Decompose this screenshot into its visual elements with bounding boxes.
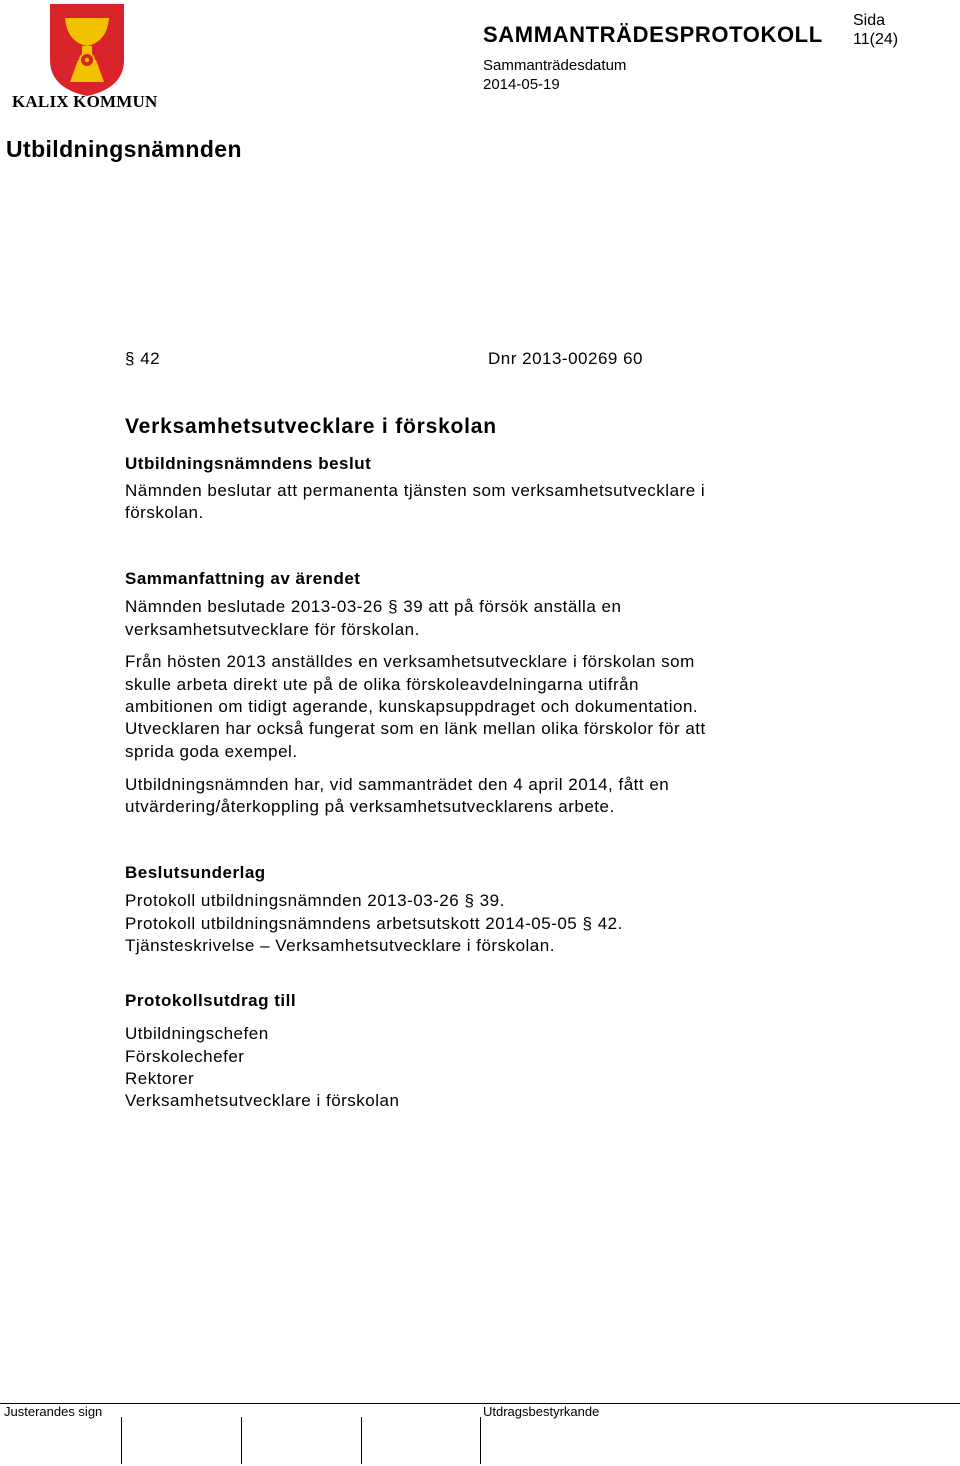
basis-text: Protokoll utbildningsnämndens arbetsutskott 2014-05-05 [125, 914, 578, 933]
section-sign-icon: § [582, 914, 593, 933]
distribution-item: Förskolechefer [125, 1047, 245, 1066]
distribution-item: Verksamhetsutvecklare i förskolan [125, 1091, 400, 1110]
basis-item [125, 913, 623, 936]
summary-line: sprida goda exempel. [125, 742, 298, 761]
logo-text: KALIX KOMMUN [12, 92, 158, 111]
distribution-heading: Protokollsutdrag till [125, 991, 297, 1010]
document-title: SAMMANTRÄDESPROTOKOLL [483, 22, 823, 47]
signature-box-divider [121, 1417, 122, 1464]
summary-line: verksamhetsutvecklare för förskolan. [125, 620, 420, 639]
paragraph-number [125, 348, 160, 371]
page-number: 11(24) [853, 31, 899, 48]
basis-item: Tjänsteskrivelse – Verksamhetsutvecklare i förskolan. [125, 936, 555, 955]
footer-divider [0, 1403, 960, 1404]
basis-text: 42. [597, 914, 623, 933]
summary-line: Från hösten 2013 anställdes en verksamhetsutvecklare i förskolan som [125, 652, 695, 671]
distribution-item: Rektorer [125, 1069, 195, 1088]
basis-text: Protokoll utbildningsnämnden 2013-03-26 [125, 891, 460, 910]
item-title: Verksamhetsutvecklare i förskolan [125, 415, 497, 438]
decision-line: Nämnden beslutar att permanenta tjänsten som verksamhetsutvecklare i [125, 481, 706, 500]
section-sign-icon: § [388, 597, 399, 616]
summary-line: utvärdering/återkoppling på verksamhetsutvecklarens arbete. [125, 797, 615, 816]
organization-name: Utbildningsnämnden [6, 136, 242, 162]
signature-box-divider [480, 1417, 481, 1464]
summary-line: Utbildningsnämnden har, vid sammanträdet den 4 april 2014, fått en [125, 775, 670, 794]
summary-heading: Sammanfattning av ärendet [125, 569, 361, 588]
distribution-item: Utbildningschefen [125, 1024, 269, 1043]
paragraph-number-value: 42 [140, 349, 161, 368]
signature-box-divider [361, 1417, 362, 1464]
section-sign-icon: § [125, 349, 135, 368]
decision-line: förskolan. [125, 503, 204, 522]
justerandes-sign-label: Justerandes sign [4, 1404, 103, 1419]
summary-line: Utvecklaren har också fungerat som en länk mellan olika förskolor för att [125, 719, 706, 738]
basis-heading: Beslutsunderlag [125, 863, 266, 882]
section-sign-icon: § [464, 891, 475, 910]
signature-box-divider [241, 1417, 242, 1464]
utdragsbestyrkande-label: Utdragsbestyrkande [483, 1404, 600, 1419]
meeting-date-label: Sammanträdesdatum [483, 57, 627, 74]
summary-line [125, 596, 621, 619]
summary-text: Nämnden beslutade 2013-03-26 [125, 597, 383, 616]
case-number: Dnr 2013-00269 60 [488, 349, 644, 368]
meeting-date: 2014-05-19 [483, 76, 560, 93]
basis-item [125, 890, 505, 913]
decision-heading: Utbildningsnämndens beslut [125, 454, 372, 473]
summary-line: skulle arbeta direkt ute på de olika förskoleavdelningarna utifrån [125, 675, 640, 694]
basis-text: 39. [479, 891, 505, 910]
summary-text: 39 att på försök anställa en [403, 597, 622, 616]
page-label: Sida [853, 12, 886, 29]
summary-line: ambitionen om tidigt agerande, kunskapsuppdraget och dokumentation. [125, 697, 699, 716]
